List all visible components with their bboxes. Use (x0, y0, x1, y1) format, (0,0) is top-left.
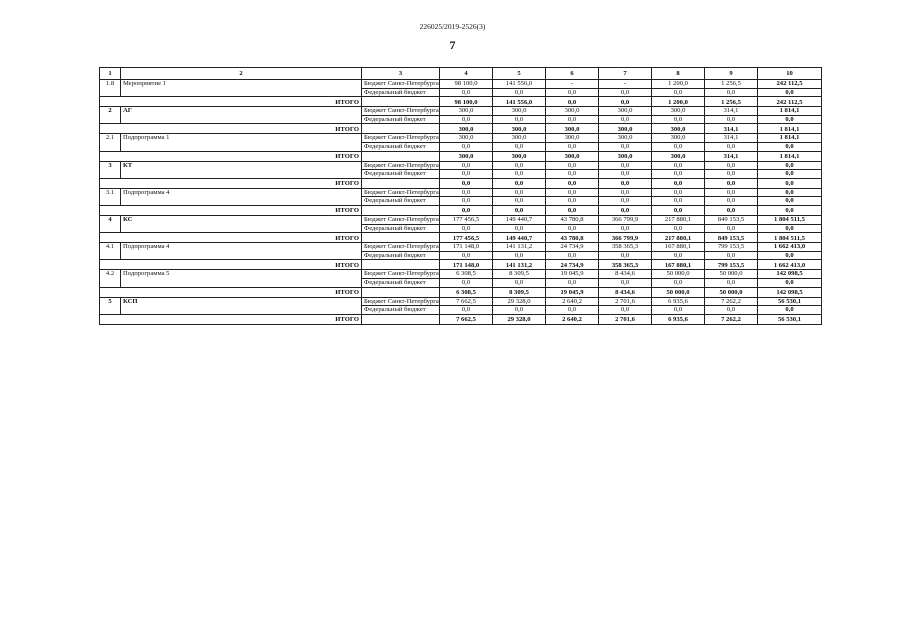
row-number: 1.8 (100, 80, 121, 97)
total-value-cell: 0,0 (705, 205, 758, 215)
total-label: ИТОГО (100, 97, 362, 107)
value-cell: 7 662,5 (440, 297, 493, 306)
total-value-cell: 300,0 (546, 151, 599, 161)
column-header: 8 (652, 68, 705, 80)
value-cell: 167 880,1 (652, 243, 705, 252)
row-number: 3.1 (100, 188, 121, 205)
value-cell: 0,0 (652, 115, 705, 124)
value-cell: 0,0 (599, 115, 652, 124)
value-cell: 0,0 (652, 251, 705, 260)
value-cell: 0,0 (652, 142, 705, 151)
value-cell: 0,0 (493, 88, 546, 97)
value-cell: 0,0 (599, 142, 652, 151)
total-value-cell: 217 880,1 (652, 233, 705, 243)
value-cell: 0,0 (546, 251, 599, 260)
total-value-cell: 0,0 (493, 178, 546, 188)
value-cell: 0,0 (493, 170, 546, 179)
value-cell: 0,0 (599, 88, 652, 97)
total-value-cell: 0,0 (546, 205, 599, 215)
table-row (100, 134, 822, 143)
value-cell: 0,0 (652, 188, 705, 197)
total-value-cell: 300,0 (493, 124, 546, 134)
value-cell: 0,0 (599, 251, 652, 260)
value-cell: 0,0 (546, 88, 599, 97)
total-value-cell: 300,0 (493, 151, 546, 161)
total-value-cell: 314,1 (705, 151, 758, 161)
total-value-cell: 2 701,6 (599, 314, 652, 324)
value-cell: 300,0 (440, 134, 493, 143)
value-cell: 300,0 (599, 107, 652, 116)
total-value-cell: 142 098,5 (758, 287, 822, 297)
total-value-cell: 29 328,0 (493, 314, 546, 324)
row-name: АГ (121, 107, 362, 124)
empty-cell (362, 314, 440, 324)
total-value-cell: 0,0 (758, 178, 822, 188)
value-cell: 0,0 (705, 306, 758, 315)
value-cell: 0,0 (493, 224, 546, 233)
total-value-cell: 19 045,9 (546, 287, 599, 297)
total-value-cell: 0,0 (493, 205, 546, 215)
value-cell: 0,0 (705, 278, 758, 287)
total-value-cell: 1 804 511,5 (758, 233, 822, 243)
value-cell: 0,0 (652, 278, 705, 287)
value-cell: 1 662 413,0 (758, 243, 822, 252)
value-cell: 300,0 (493, 107, 546, 116)
value-cell: 0,0 (493, 306, 546, 315)
funding-source: Федеральный бюджет (362, 197, 440, 206)
value-cell: 0,0 (652, 170, 705, 179)
funding-source: Федеральный бюджет (362, 142, 440, 151)
funding-source: Бюджет Санкт-Петербурга (362, 80, 440, 89)
value-cell: 0,0 (546, 278, 599, 287)
total-row (100, 314, 822, 324)
value-cell: 0,0 (705, 115, 758, 124)
funding-source: Бюджет Санкт-Петербурга (362, 297, 440, 306)
value-cell: 0,0 (599, 188, 652, 197)
value-cell: 0,0 (440, 278, 493, 287)
row-name: Подпрограмма 5 (121, 270, 362, 287)
total-value-cell: 300,0 (599, 124, 652, 134)
total-value-cell: 141 556,0 (493, 97, 546, 107)
funding-source: Федеральный бюджет (362, 170, 440, 179)
value-cell: 50 000,0 (652, 270, 705, 279)
value-cell: 142 098,5 (758, 270, 822, 279)
total-value-cell: 0,0 (758, 205, 822, 215)
value-cell: 0,0 (652, 197, 705, 206)
total-value-cell: 8 309,5 (493, 287, 546, 297)
page-number: 7 (449, 38, 456, 52)
total-value-cell: 358 365,3 (599, 260, 652, 270)
total-value-cell: 0,0 (440, 205, 493, 215)
value-cell: 0,0 (758, 188, 822, 197)
total-value-cell: 171 148,0 (440, 260, 493, 270)
total-value-cell: 2 640,2 (546, 314, 599, 324)
total-value-cell: 366 799,9 (599, 233, 652, 243)
empty-cell (362, 233, 440, 243)
empty-cell (362, 97, 440, 107)
total-value-cell: 0,0 (546, 178, 599, 188)
value-cell: 0,0 (705, 161, 758, 170)
value-cell: 0,0 (758, 161, 822, 170)
value-cell: 0,0 (705, 88, 758, 97)
total-value-cell: 0,0 (599, 205, 652, 215)
value-cell: 0,0 (705, 170, 758, 179)
total-label: ИТОГО (100, 314, 362, 324)
empty-cell (362, 178, 440, 188)
value-cell: 0,0 (493, 142, 546, 151)
value-cell: 217 880,1 (652, 215, 705, 224)
value-cell: 300,0 (546, 134, 599, 143)
value-cell: 0,0 (546, 170, 599, 179)
total-row (100, 124, 822, 134)
row-number: 4 (100, 215, 121, 232)
empty-cell (362, 287, 440, 297)
value-cell: 0,0 (705, 224, 758, 233)
budget-table (99, 67, 822, 325)
total-label: ИТОГО (100, 287, 362, 297)
total-value-cell: 314,1 (705, 124, 758, 134)
row-name: КТ (121, 161, 362, 178)
total-value-cell: 141 131,2 (493, 260, 546, 270)
row-number: 3 (100, 161, 121, 178)
value-cell: 0,0 (546, 142, 599, 151)
total-row (100, 287, 822, 297)
table-body (100, 80, 822, 325)
value-cell: 0,0 (758, 306, 822, 315)
column-header: 6 (546, 68, 599, 80)
value-cell: 6 935,6 (652, 297, 705, 306)
column-header: 9 (705, 68, 758, 80)
value-cell: 177 456,5 (440, 215, 493, 224)
total-value-cell: 1 256,5 (705, 97, 758, 107)
table-row (100, 107, 822, 116)
total-value-cell: 0,0 (652, 205, 705, 215)
value-cell: 0,0 (493, 115, 546, 124)
total-value-cell: 56 530,1 (758, 314, 822, 324)
total-row (100, 260, 822, 270)
row-number: 2 (100, 107, 121, 124)
total-value-cell: 8 434,6 (599, 287, 652, 297)
total-value-cell: 0,0 (440, 178, 493, 188)
value-cell: 2 701,6 (599, 297, 652, 306)
column-header: 7 (599, 68, 652, 80)
value-cell: 0,0 (493, 197, 546, 206)
column-header: 2 (121, 68, 362, 80)
value-cell: 0,0 (758, 170, 822, 179)
table-row (100, 297, 822, 306)
value-cell: 1 814,1 (758, 107, 822, 116)
value-cell: 0,0 (440, 224, 493, 233)
funding-source: Федеральный бюджет (362, 251, 440, 260)
total-value-cell: 0,0 (652, 178, 705, 188)
value-cell: 0,0 (440, 115, 493, 124)
value-cell: 50 000,0 (705, 270, 758, 279)
value-cell: 0,0 (493, 278, 546, 287)
value-cell: 0,0 (705, 188, 758, 197)
value-cell: 0,0 (493, 251, 546, 260)
value-cell: 366 799,9 (599, 215, 652, 224)
value-cell: 0,0 (758, 142, 822, 151)
empty-cell (362, 260, 440, 270)
value-cell: 8 434,6 (599, 270, 652, 279)
row-name: КС (121, 215, 362, 232)
total-value-cell: 300,0 (652, 151, 705, 161)
table-row (100, 270, 822, 279)
total-value-cell: 50 000,0 (652, 287, 705, 297)
value-cell: 0,0 (546, 306, 599, 315)
total-label: ИТОГО (100, 260, 362, 270)
total-value-cell: 0,0 (546, 97, 599, 107)
value-cell: 849 153,5 (705, 215, 758, 224)
value-cell: 0,0 (546, 188, 599, 197)
funding-source: Федеральный бюджет (362, 278, 440, 287)
total-value-cell: 1 662 413,0 (758, 260, 822, 270)
total-value-cell: 799 153,5 (705, 260, 758, 270)
value-cell: 141 131,2 (493, 243, 546, 252)
total-value-cell: 300,0 (440, 124, 493, 134)
total-value-cell: 0,0 (599, 97, 652, 107)
funding-source: Бюджет Санкт-Петербурга (362, 188, 440, 197)
row-number: 5 (100, 297, 121, 314)
total-value-cell: 0,0 (599, 178, 652, 188)
value-cell: 6 308,5 (440, 270, 493, 279)
table-row (100, 243, 822, 252)
value-cell: 0,0 (599, 306, 652, 315)
value-cell: 0,0 (440, 188, 493, 197)
value-cell: 0,0 (440, 161, 493, 170)
value-cell: 0,0 (758, 224, 822, 233)
value-cell: 0,0 (652, 161, 705, 170)
value-cell: 314,1 (705, 134, 758, 143)
value-cell: 0,0 (599, 170, 652, 179)
value-cell: 1 200,0 (652, 80, 705, 89)
funding-source: Бюджет Санкт-Петербурга (362, 270, 440, 279)
value-cell: 0,0 (493, 188, 546, 197)
value-cell: 0,0 (599, 224, 652, 233)
column-header: 5 (493, 68, 546, 80)
row-name: Подпрограмма 4 (121, 188, 362, 205)
value-cell: 300,0 (546, 107, 599, 116)
value-cell: 24 734,9 (546, 243, 599, 252)
funding-source: Бюджет Санкт-Петербурга (362, 107, 440, 116)
row-name: Подпрограмма 4 (121, 243, 362, 260)
value-cell: 0,0 (599, 161, 652, 170)
value-cell: 0,0 (652, 306, 705, 315)
total-label: ИТОГО (100, 205, 362, 215)
value-cell: 300,0 (493, 134, 546, 143)
total-value-cell: 300,0 (546, 124, 599, 134)
total-value-cell: 300,0 (440, 151, 493, 161)
total-value-cell: 149 440,7 (493, 233, 546, 243)
value-cell: 98 100,0 (440, 80, 493, 89)
value-cell: 1 814,1 (758, 134, 822, 143)
value-cell: 300,0 (652, 107, 705, 116)
column-header: 10 (758, 68, 822, 80)
value-cell: 0,0 (546, 224, 599, 233)
column-header: 1 (100, 68, 121, 80)
value-cell: 1 804 511,5 (758, 215, 822, 224)
value-cell: 29 328,0 (493, 297, 546, 306)
total-value-cell: 7 262,2 (705, 314, 758, 324)
row-name: КСП (121, 297, 362, 314)
total-label: ИТОГО (100, 233, 362, 243)
funding-source: Бюджет Санкт-Петербурга (362, 161, 440, 170)
value-cell: 171 148,0 (440, 243, 493, 252)
total-label: ИТОГО (100, 124, 362, 134)
row-number: 4.1 (100, 243, 121, 260)
total-row (100, 97, 822, 107)
value-cell: 0,0 (758, 115, 822, 124)
total-value-cell: 1 814,1 (758, 124, 822, 134)
total-label: ИТОГО (100, 178, 362, 188)
total-value-cell: 177 456,5 (440, 233, 493, 243)
value-cell: 0,0 (440, 142, 493, 151)
value-cell: 0,0 (705, 142, 758, 151)
empty-cell (362, 151, 440, 161)
row-name: Подпрограмма 1 (121, 134, 362, 151)
total-value-cell: 167 880,1 (652, 260, 705, 270)
column-header: 3 (362, 68, 440, 80)
value-cell: 300,0 (440, 107, 493, 116)
column-header: 4 (440, 68, 493, 80)
funding-source: Бюджет Санкт-Петербурга (362, 134, 440, 143)
value-cell: 1 256,5 (705, 80, 758, 89)
total-value-cell: 24 734,9 (546, 260, 599, 270)
funding-source: Федеральный бюджет (362, 224, 440, 233)
funding-source: Федеральный бюджет (362, 115, 440, 124)
total-value-cell: 300,0 (652, 124, 705, 134)
value-cell: 0,0 (758, 251, 822, 260)
empty-cell (362, 205, 440, 215)
value-cell: 0,0 (546, 115, 599, 124)
value-cell: - (599, 80, 652, 89)
value-cell: 0,0 (599, 197, 652, 206)
value-cell: 0,0 (440, 197, 493, 206)
value-cell: 0,0 (440, 170, 493, 179)
value-cell: 0,0 (440, 88, 493, 97)
total-value-cell: 300,0 (599, 151, 652, 161)
value-cell: 0,0 (440, 306, 493, 315)
value-cell: - (546, 80, 599, 89)
value-cell: 0,0 (546, 197, 599, 206)
value-cell: 0,0 (599, 278, 652, 287)
total-row (100, 151, 822, 161)
value-cell: 0,0 (652, 224, 705, 233)
value-cell: 8 309,5 (493, 270, 546, 279)
funding-source: Федеральный бюджет (362, 88, 440, 97)
value-cell: 149 440,7 (493, 215, 546, 224)
value-cell: 19 045,9 (546, 270, 599, 279)
value-cell: 0,0 (705, 251, 758, 260)
total-value-cell: 6 935,6 (652, 314, 705, 324)
value-cell: 314,1 (705, 107, 758, 116)
value-cell: 300,0 (599, 134, 652, 143)
value-cell: 0,0 (758, 278, 822, 287)
table-header-row (100, 68, 822, 80)
total-value-cell: 50 000,0 (705, 287, 758, 297)
funding-source: Бюджет Санкт-Петербурга (362, 243, 440, 252)
total-value-cell: 849 153,5 (705, 233, 758, 243)
total-value-cell: 1 814,1 (758, 151, 822, 161)
total-value-cell: 98 100,0 (440, 97, 493, 107)
value-cell: 7 262,2 (705, 297, 758, 306)
value-cell: 358 365,3 (599, 243, 652, 252)
total-value-cell: 0,0 (705, 178, 758, 188)
row-name: Мероприятие 1 (121, 80, 362, 97)
total-value-cell: 7 662,5 (440, 314, 493, 324)
value-cell: 799 153,5 (705, 243, 758, 252)
value-cell: 2 640,2 (546, 297, 599, 306)
value-cell: 56 530,1 (758, 297, 822, 306)
value-cell: 300,0 (652, 134, 705, 143)
total-value-cell: 6 308,5 (440, 287, 493, 297)
row-number: 2.1 (100, 134, 121, 151)
table-row (100, 161, 822, 170)
total-label: ИТОГО (100, 151, 362, 161)
value-cell: 43 780,8 (546, 215, 599, 224)
total-value-cell: 1 200,0 (652, 97, 705, 107)
row-number: 4.2 (100, 270, 121, 287)
value-cell: 141 556,0 (493, 80, 546, 89)
total-row (100, 233, 822, 243)
table-row (100, 80, 822, 89)
value-cell: 0,0 (493, 161, 546, 170)
value-cell: 0,0 (652, 88, 705, 97)
value-cell: 0,0 (758, 88, 822, 97)
total-row (100, 178, 822, 188)
value-cell: 0,0 (758, 197, 822, 206)
total-value-cell: 242 112,5 (758, 97, 822, 107)
funding-source: Бюджет Санкт-Петербурга (362, 215, 440, 224)
value-cell: 242 112,5 (758, 80, 822, 89)
table-row (100, 188, 822, 197)
value-cell: 0,0 (440, 251, 493, 260)
total-value-cell: 43 780,8 (546, 233, 599, 243)
total-row (100, 205, 822, 215)
empty-cell (362, 124, 440, 134)
funding-source: Федеральный бюджет (362, 306, 440, 315)
value-cell: 0,0 (546, 161, 599, 170)
table-row (100, 215, 822, 224)
document-id: 226025/2019-2526(3) (419, 22, 486, 31)
value-cell: 0,0 (705, 197, 758, 206)
